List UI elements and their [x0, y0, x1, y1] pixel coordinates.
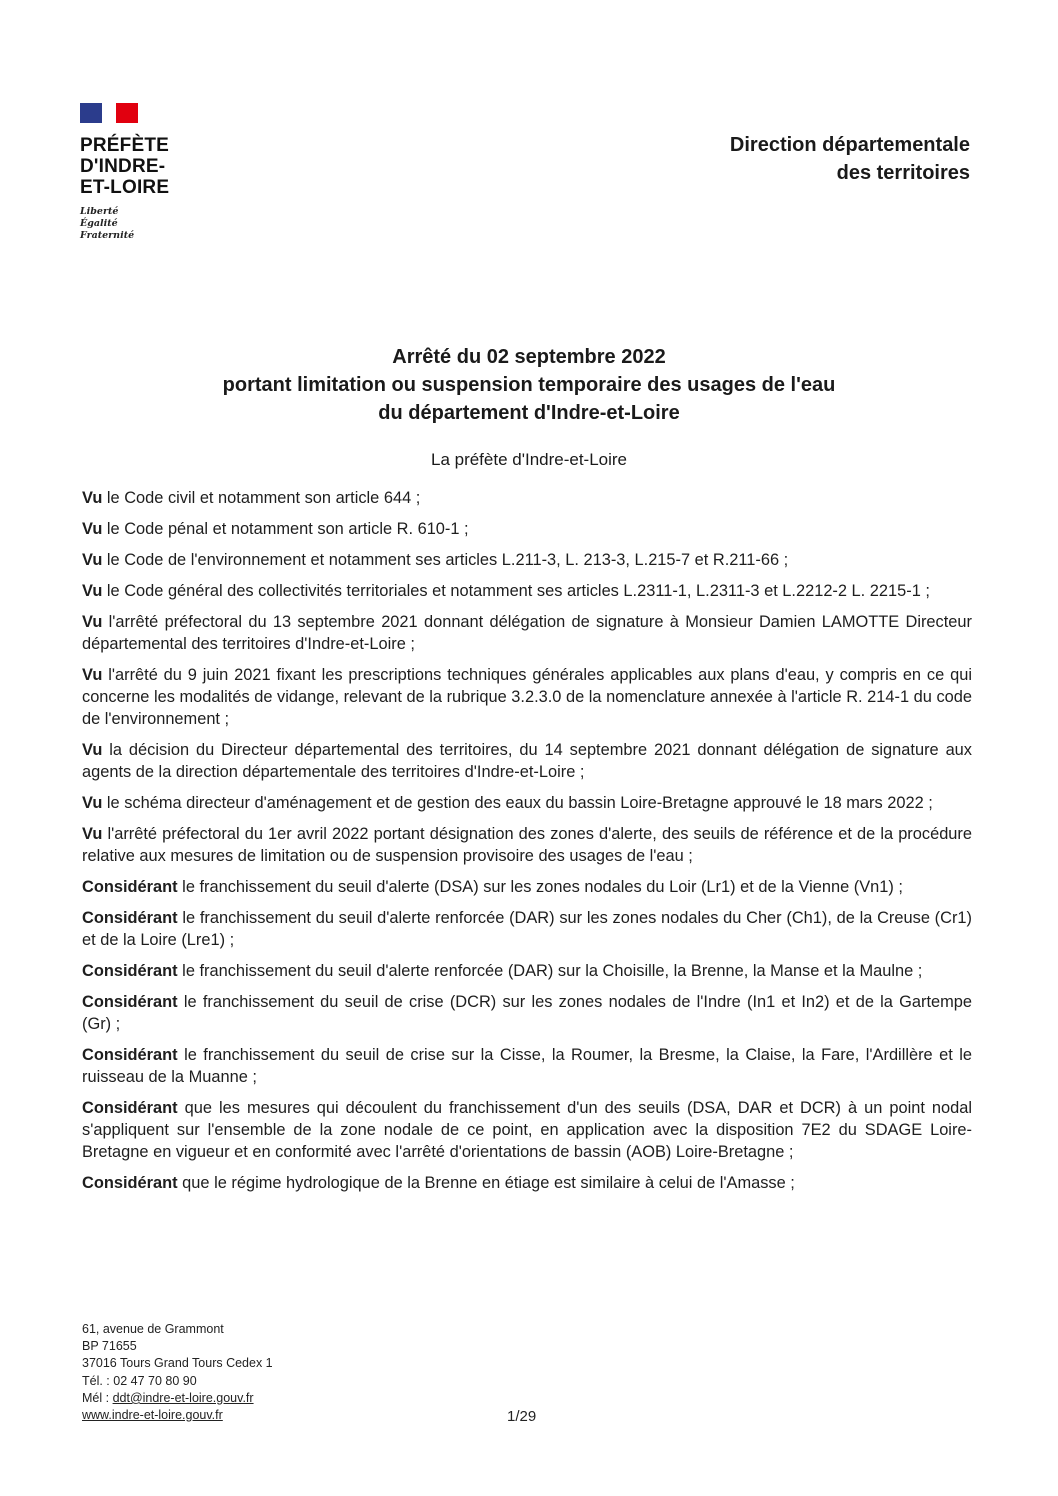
paragraph — [82, 991, 972, 1035]
logo-line: ET-LOIRE — [80, 177, 170, 198]
footer-bp: BP 71655 — [82, 1339, 137, 1354]
document-body — [82, 487, 972, 1203]
authority-line: La préfète d'Indre-et-Loire — [430, 450, 628, 469]
paragraph-text: le Code civil et notamment son article 644 ; — [102, 489, 421, 507]
motto-line: Liberté — [80, 206, 119, 217]
paragraph-keyword: Vu — [82, 551, 103, 569]
motto-line: Égalité — [80, 218, 118, 229]
paragraph-keyword: Vu — [82, 794, 103, 812]
footer-website-link[interactable]: www.indre-et-loire.gouv.fr — [82, 1408, 223, 1423]
marianne-flag-icon — [80, 103, 138, 123]
footer-address: 61, avenue de Grammont — [82, 1322, 224, 1336]
page-number: 1/29 — [507, 1408, 537, 1425]
paragraph-text: le Code pénal et notamment son article R. 610-1 ; — [102, 520, 469, 538]
paragraph — [82, 823, 972, 867]
paragraph-text: que le régime hydrologique de la Brenne en étiage est similaire à celui de l'Amasse ; — [177, 1174, 795, 1192]
paragraph — [82, 1044, 972, 1088]
paragraph — [82, 876, 972, 898]
paragraph-text: le franchissement du seuil de crise (DCR) sur les zones nodales de l'Indre (In1 et In2) et de la Gartempe (Gr) ; — [82, 993, 972, 1033]
paragraph — [82, 792, 972, 814]
paragraph — [82, 960, 972, 982]
paragraph-text: le schéma directeur d'aménagement et de gestion des eaux du bassin Loire-Bretagne approuvé le 18 mars 2022 ; — [102, 794, 933, 812]
footer-mail-label: Mél : — [82, 1390, 113, 1405]
paragraph-keyword: Vu — [82, 613, 103, 631]
paragraph-keyword: Vu — [82, 825, 103, 843]
paragraph-text: le franchissement du seuil d'alerte renforcée (DAR) sur les zones nodales du Cher (Ch1), de la Creuse (Cr1) et de la Loire (Lre1) ; — [82, 909, 972, 949]
prefecture-logo — [80, 103, 240, 242]
paragraph — [82, 907, 972, 951]
footer-city: 37016 Tours Grand Tours Cedex 1 — [82, 1356, 273, 1371]
title-line: portant limitation ou suspension temporaire des usages de l'eau — [222, 374, 836, 396]
paragraph-keyword: Considérant — [82, 1174, 178, 1192]
footer-mail-link[interactable]: ddt@indre-et-loire.gouv.fr — [112, 1390, 254, 1405]
paragraph-text: le franchissement du seuil d'alerte renforcée (DAR) sur la Choisille, la Brenne, la Manse et la Maulne ; — [177, 962, 923, 980]
paragraph-keyword: Considérant — [82, 1046, 178, 1064]
footer-contact — [82, 1321, 273, 1424]
paragraph-keyword: Considérant — [82, 909, 178, 927]
paragraph-text: le Code général des collectivités territoriales et notamment ses articles L.2311-1, L.2311-3 et L.2212-2 L. 2215-1 ; — [102, 582, 930, 600]
direction-line: des territoires — [836, 162, 970, 184]
paragraph — [82, 549, 972, 571]
paragraph-keyword: Vu — [82, 489, 103, 507]
paragraph-keyword: Considérant — [82, 878, 178, 896]
paragraph-keyword: Vu — [82, 741, 103, 759]
motto — [80, 206, 240, 242]
paragraph-keyword: Considérant — [82, 993, 178, 1011]
paragraph-keyword: Considérant — [82, 962, 178, 980]
paragraph — [82, 739, 972, 783]
paragraph — [82, 580, 972, 602]
paragraph — [82, 1097, 972, 1163]
paragraph-text: l'arrêté du 9 juin 2021 fixant les prescriptions techniques générales applicables aux plans d'eau, y compris en ce qui concerne les modalités de vidange, relevant de la rubrique 3.2.3.0 de la nomenclature annexée à l'article R. 214-1 du code de l'environnement ; — [82, 666, 972, 728]
paragraph-text: l'arrêté préfectoral du 13 septembre 2021 donnant délégation de signature à Monsieur Damien LAMOTTE Directeur départemental des territoires d'Indre-et-Loire ; — [82, 613, 972, 653]
paragraph-text: le franchissement du seuil d'alerte (DSA) sur les zones nodales du Loir (Lr1) et de la Vienne (Vn1) ; — [177, 878, 903, 896]
title-line: du département d'Indre-et-Loire — [378, 402, 680, 424]
footer-phone: Tél. : 02 47 70 80 90 — [82, 1373, 197, 1388]
paragraph — [82, 1172, 972, 1194]
title-line: Arrêté du 02 septembre 2022 — [392, 346, 666, 368]
paragraph-text: le Code de l'environnement et notamment ses articles L.211-3, L. 213-3, L.215-7 et R.211-66 ; — [102, 551, 789, 569]
paragraph-text: que les mesures qui découlent du franchissement d'un des seuils (DSA, DAR et DCR) à un point nodal s'appliquent sur l'ensemble de la zone nodale de ce point, en application avec la disposition 7E2 du SDAGE Loire-Bretagne en vigueur et en conformité avec l'arrêté d'orientations de bassin (AOB) Loire-Bretagne ; — [82, 1099, 972, 1161]
logo-line: D'INDRE- — [80, 156, 166, 177]
logo-name — [80, 135, 240, 198]
direction-heading — [730, 131, 970, 187]
paragraph-keyword: Vu — [82, 666, 103, 684]
paragraph-text: la décision du Directeur départemental des territoires, du 14 septembre 2021 donnant délégation de signature aux agents de la direction départementale des territoires d'Indre-et-Loire ; — [82, 741, 972, 781]
paragraph — [82, 518, 972, 540]
paragraph — [82, 664, 972, 730]
paragraph — [82, 611, 972, 655]
motto-line: Fraternité — [80, 230, 135, 241]
paragraph-keyword: Vu — [82, 520, 103, 538]
paragraph-keyword: Considérant — [82, 1099, 178, 1117]
direction-line: Direction départementale — [729, 134, 970, 156]
logo-line: PRÉFÈTE — [80, 135, 170, 156]
document-title — [0, 343, 1058, 427]
paragraph-text: le franchissement du seuil de crise sur la Cisse, la Roumer, la Bresme, la Claise, la Fare, l'Ardillère et le ruisseau de la Muanne ; — [82, 1046, 972, 1086]
footer-mail-row — [82, 1390, 273, 1407]
paragraph-text: l'arrêté préfectoral du 1er avril 2022 portant désignation des zones d'alerte, des seuils de référence et de la procédure relative aux mesures de limitation ou de suspension provisoire des usages de l'eau ; — [82, 825, 972, 865]
paragraph — [82, 487, 972, 509]
paragraph-keyword: Vu — [82, 582, 103, 600]
